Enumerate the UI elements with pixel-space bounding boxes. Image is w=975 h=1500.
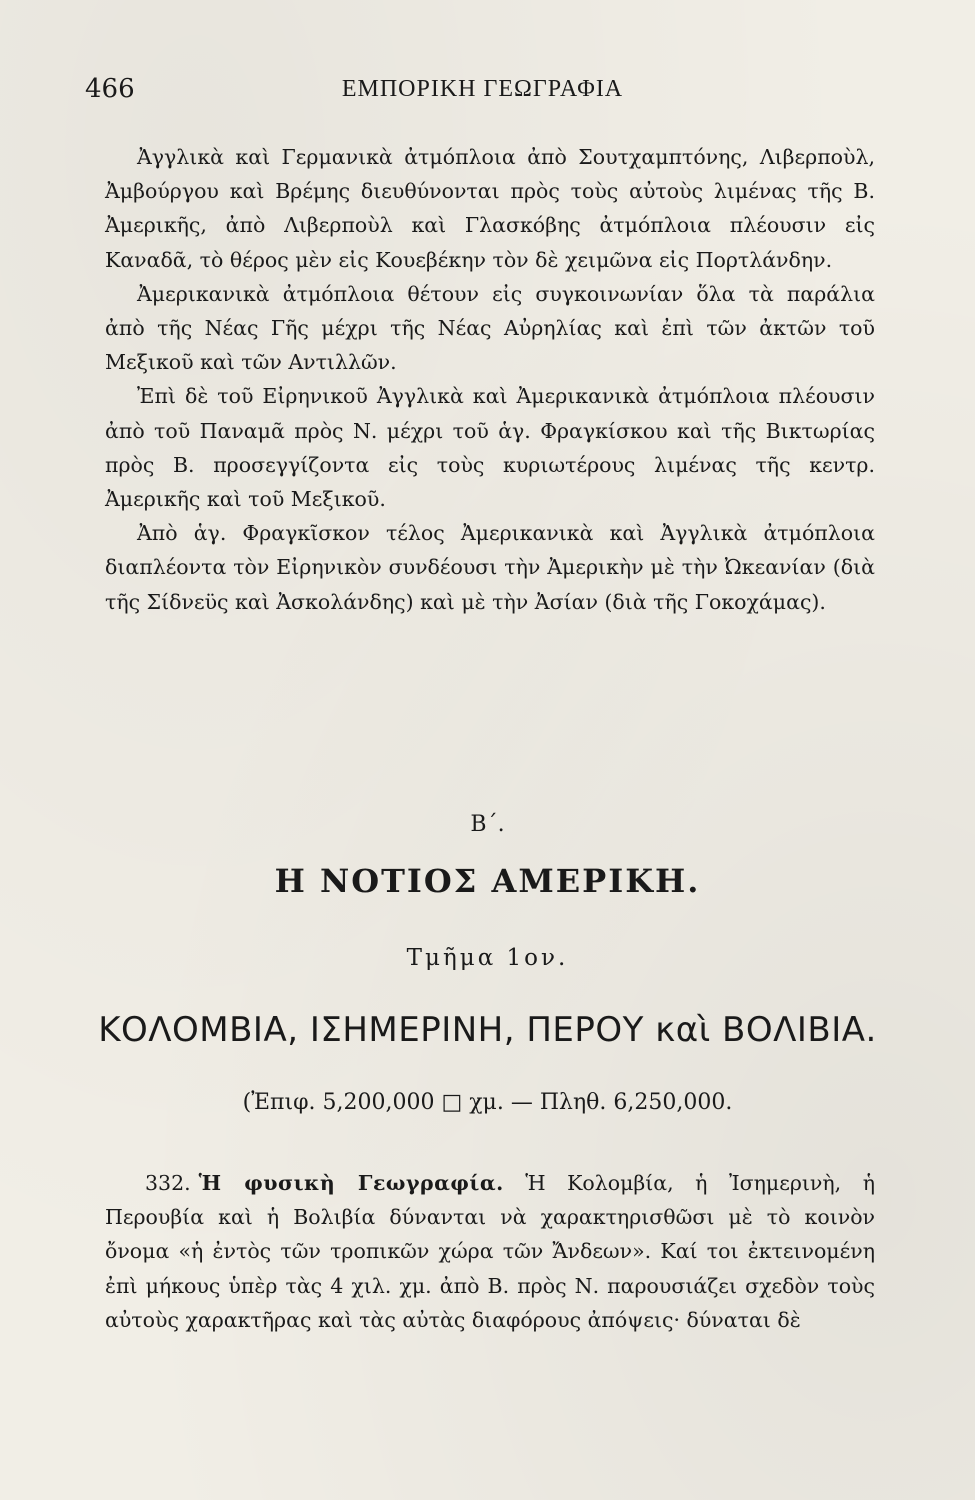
article-text: Ἡ Κολομβία, ἡ Ἰσημερινὴ, ἡ Περουβία καὶ ἡ Βολιβία δύνανται νὰ χαρακτηρισθῶσι μὲ τὸ κοινὸν ὄνομα «ἡ ἐντὸς τῶν τροπικῶν χώρα τῶν Ἄνδεων». Καί τοι ἐκτεινομένη ἐπὶ μήκους ὑπὲρ τὰς 4 χιλ. χμ. ἀπὸ Β. πρὸς Ν. παρουσιάζει σχεδὸν τοὺς αὐτοὺς χαρακτῆρας καὶ τὰς αὐτὰς διαφόρους ἀπόψεις· δύναται δὲ: [105, 1171, 875, 1332]
subsection-title: Τμῆμα 1ον.: [406, 945, 569, 971]
paragraph: Ἐπὶ δὲ τοῦ Εἰρηνικοῦ Ἀγγλικὰ καὶ Ἀμερικανικὰ ἀτμόπλοια πλέουσιν ἀπὸ τοῦ Παναμᾶ πρὸς Ν. μέχρι τοῦ ἁγ. Φραγκίσκου καὶ τῆς Βικτωρίας πρὸς Β. προσεγγίζοντα εἰς τοὺς κυριωτέρους λιμένας τῆς κεντρ. Ἀμερικῆς καὶ τοῦ Μεξικοῦ.: [105, 384, 875, 512]
area-population-stats: (Ἐπιφ. 5,200,000 □ χμ. — Πληθ. 6,250,000.: [242, 1090, 733, 1115]
paragraph: Ἀμερικανικὰ ἀτμόπλοια θέτουν εἰς συγκοινωνίαν ὅλα τὰ παράλια ἀπὸ τῆς Νέας Γῆς μέχρι τῆς Νέας Αὐρηλίας καὶ ἐπὶ τῶν ἀκτῶν τοῦ Μεξικοῦ καὶ τῶν Αντιλλῶν.: [105, 281, 875, 375]
countries-heading: ΚΟΛΟΜΒΙΑ, ΙΣΗΜΕΡΙΝΗ, ΠΕΡΟΥ καὶ ΒΟΛΙΒΙΑ.: [98, 1010, 877, 1050]
page-number: 466: [85, 74, 135, 104]
paragraph: Ἀγγλικὰ καὶ Γερμανικὰ ἀτμόπλοια ἀπὸ Σουτχαμπτόνης, Λιβερποὺλ, Ἀμβούργου καὶ Βρέμης διευθύνονται πρὸς τοὺς αὐτοὺς λιμένας τῆς Β. Ἀμερικῆς, ἀπὸ Λιβερποὺλ καὶ Γλασκόβης ἀτμόπλοια πλέουσιν εἰς Καναδᾶ, τὸ θέρος μὲν εἰς Κουεβέκην τὸν δὲ χειμῶνα εἰς Πορτλάνδην.: [105, 145, 875, 272]
section-title: Η ΝΟΤΙΟΣ ΑΜΕΡΙΚΗ.: [274, 862, 701, 900]
article-number: 332.: [145, 1171, 191, 1195]
body-text-bottom: [105, 1166, 875, 1337]
page-header: [85, 74, 880, 114]
running-head: ΕΜΠΟΡΙΚΗ ΓΕΩΓΡΑΦΙΑ: [341, 76, 624, 102]
section-letter: Β΄.: [470, 812, 505, 837]
article-paragraph: [105, 1166, 875, 1337]
paragraph: Ἀπὸ ἁγ. Φραγκῖσκον τέλος Ἀμερικανικὰ καὶ Ἀγγλικὰ ἀτμόπλοια διαπλέοντα τὸν Εἰρηνικὸν συνδέουσι τὴν Ἀμερικὴν μὲ τὴν Ὠκεανίαν (διὰ τῆς Σίδνεϋς καὶ Ἀσκολάνδης) καὶ μὲ τὴν Ἀσίαν (διὰ τῆς Γοκοχάμας).: [105, 521, 875, 614]
body-text-top: [105, 140, 875, 619]
article-heading: Ἡ φυσικὴ Γεωγραφία.: [198, 1171, 504, 1195]
